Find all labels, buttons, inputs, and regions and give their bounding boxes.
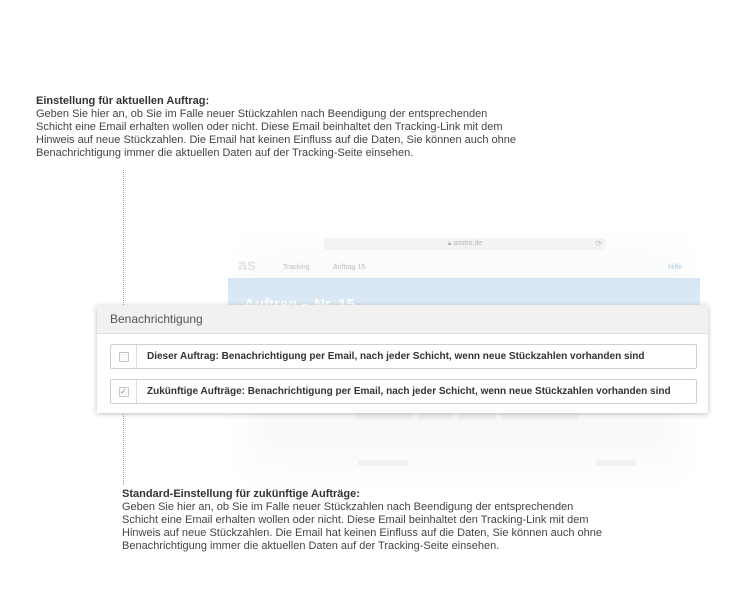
- checkbox-current-order[interactable]: [119, 352, 129, 362]
- site-logo: as: [238, 257, 256, 274]
- nav-link-help: Hilfe: [667, 264, 682, 271]
- annotation-text: Geben Sie hier an, ob Sie im Falle neuer Stückzahlen nach Beendigung der entsprechenden Schicht eine Email erhalten wollen oder nicht. Diese Email beinhaltet den Tracking-Link mit dem Hinweis auf neue Stückzahlen. Die Email hat keinen Einfluss auf die Daten, Sie können auch ohne Benachrichtigung immer die aktuellen Daten auf der Tracking-Seite einsehen.: [122, 501, 603, 552]
- option-future-orders[interactable]: [110, 379, 697, 404]
- ghost-text: [358, 460, 408, 466]
- checkbox-cell[interactable]: [111, 345, 137, 368]
- annotation-current-order: [36, 95, 526, 160]
- url-text: asstro.de: [453, 240, 483, 247]
- checkbox-future-orders[interactable]: [119, 387, 129, 397]
- annotation-text: Geben Sie hier an, ob Sie im Falle neuer Stückzahlen nach Beendigung der entsprechenden Schicht eine Email erhalten wollen oder nicht. Diese Email beinhaltet den Tracking-Link mit dem Hinweis auf neue Stückzahlen. Die Email hat keinen Einfluss auf die Daten, Sie können auch ohne Benachrichtigung immer die aktuellen Daten auf der Tracking-Seite einsehen.: [36, 108, 517, 159]
- option-label: Dieser Auftrag: Benachrichtigung per Email, nach jeder Schicht, wenn neue Stückzahlen vorhanden sind: [147, 351, 645, 362]
- nav-link-tracking: Tracking: [283, 264, 310, 271]
- lock-icon: 🔒︎: [447, 240, 452, 247]
- reload-icon: ⟳: [595, 239, 602, 248]
- notification-panel: [97, 305, 708, 413]
- option-current-order[interactable]: [110, 344, 697, 369]
- ghost-text: [596, 460, 636, 466]
- option-label: Zukünftige Aufträge: Benachrichtigung per Email, nach jeder Schicht, wenn neue Stückzahlen vorhanden sind: [147, 386, 671, 397]
- nav-link-order: Auftrag 15: [333, 264, 366, 271]
- panel-title: Benachrichtigung: [97, 305, 708, 334]
- site-nav: [228, 256, 700, 278]
- checkmark-icon: ✓: [120, 386, 127, 396]
- checkbox-cell[interactable]: [111, 380, 137, 403]
- annotation-heading: Einstellung für aktuellen Auftrag:: [36, 95, 210, 107]
- address-bar: [324, 238, 606, 250]
- annotation-future-orders: [122, 488, 612, 553]
- annotation-heading: Standard-Einstellung für zukünftige Aufträge:: [122, 488, 360, 500]
